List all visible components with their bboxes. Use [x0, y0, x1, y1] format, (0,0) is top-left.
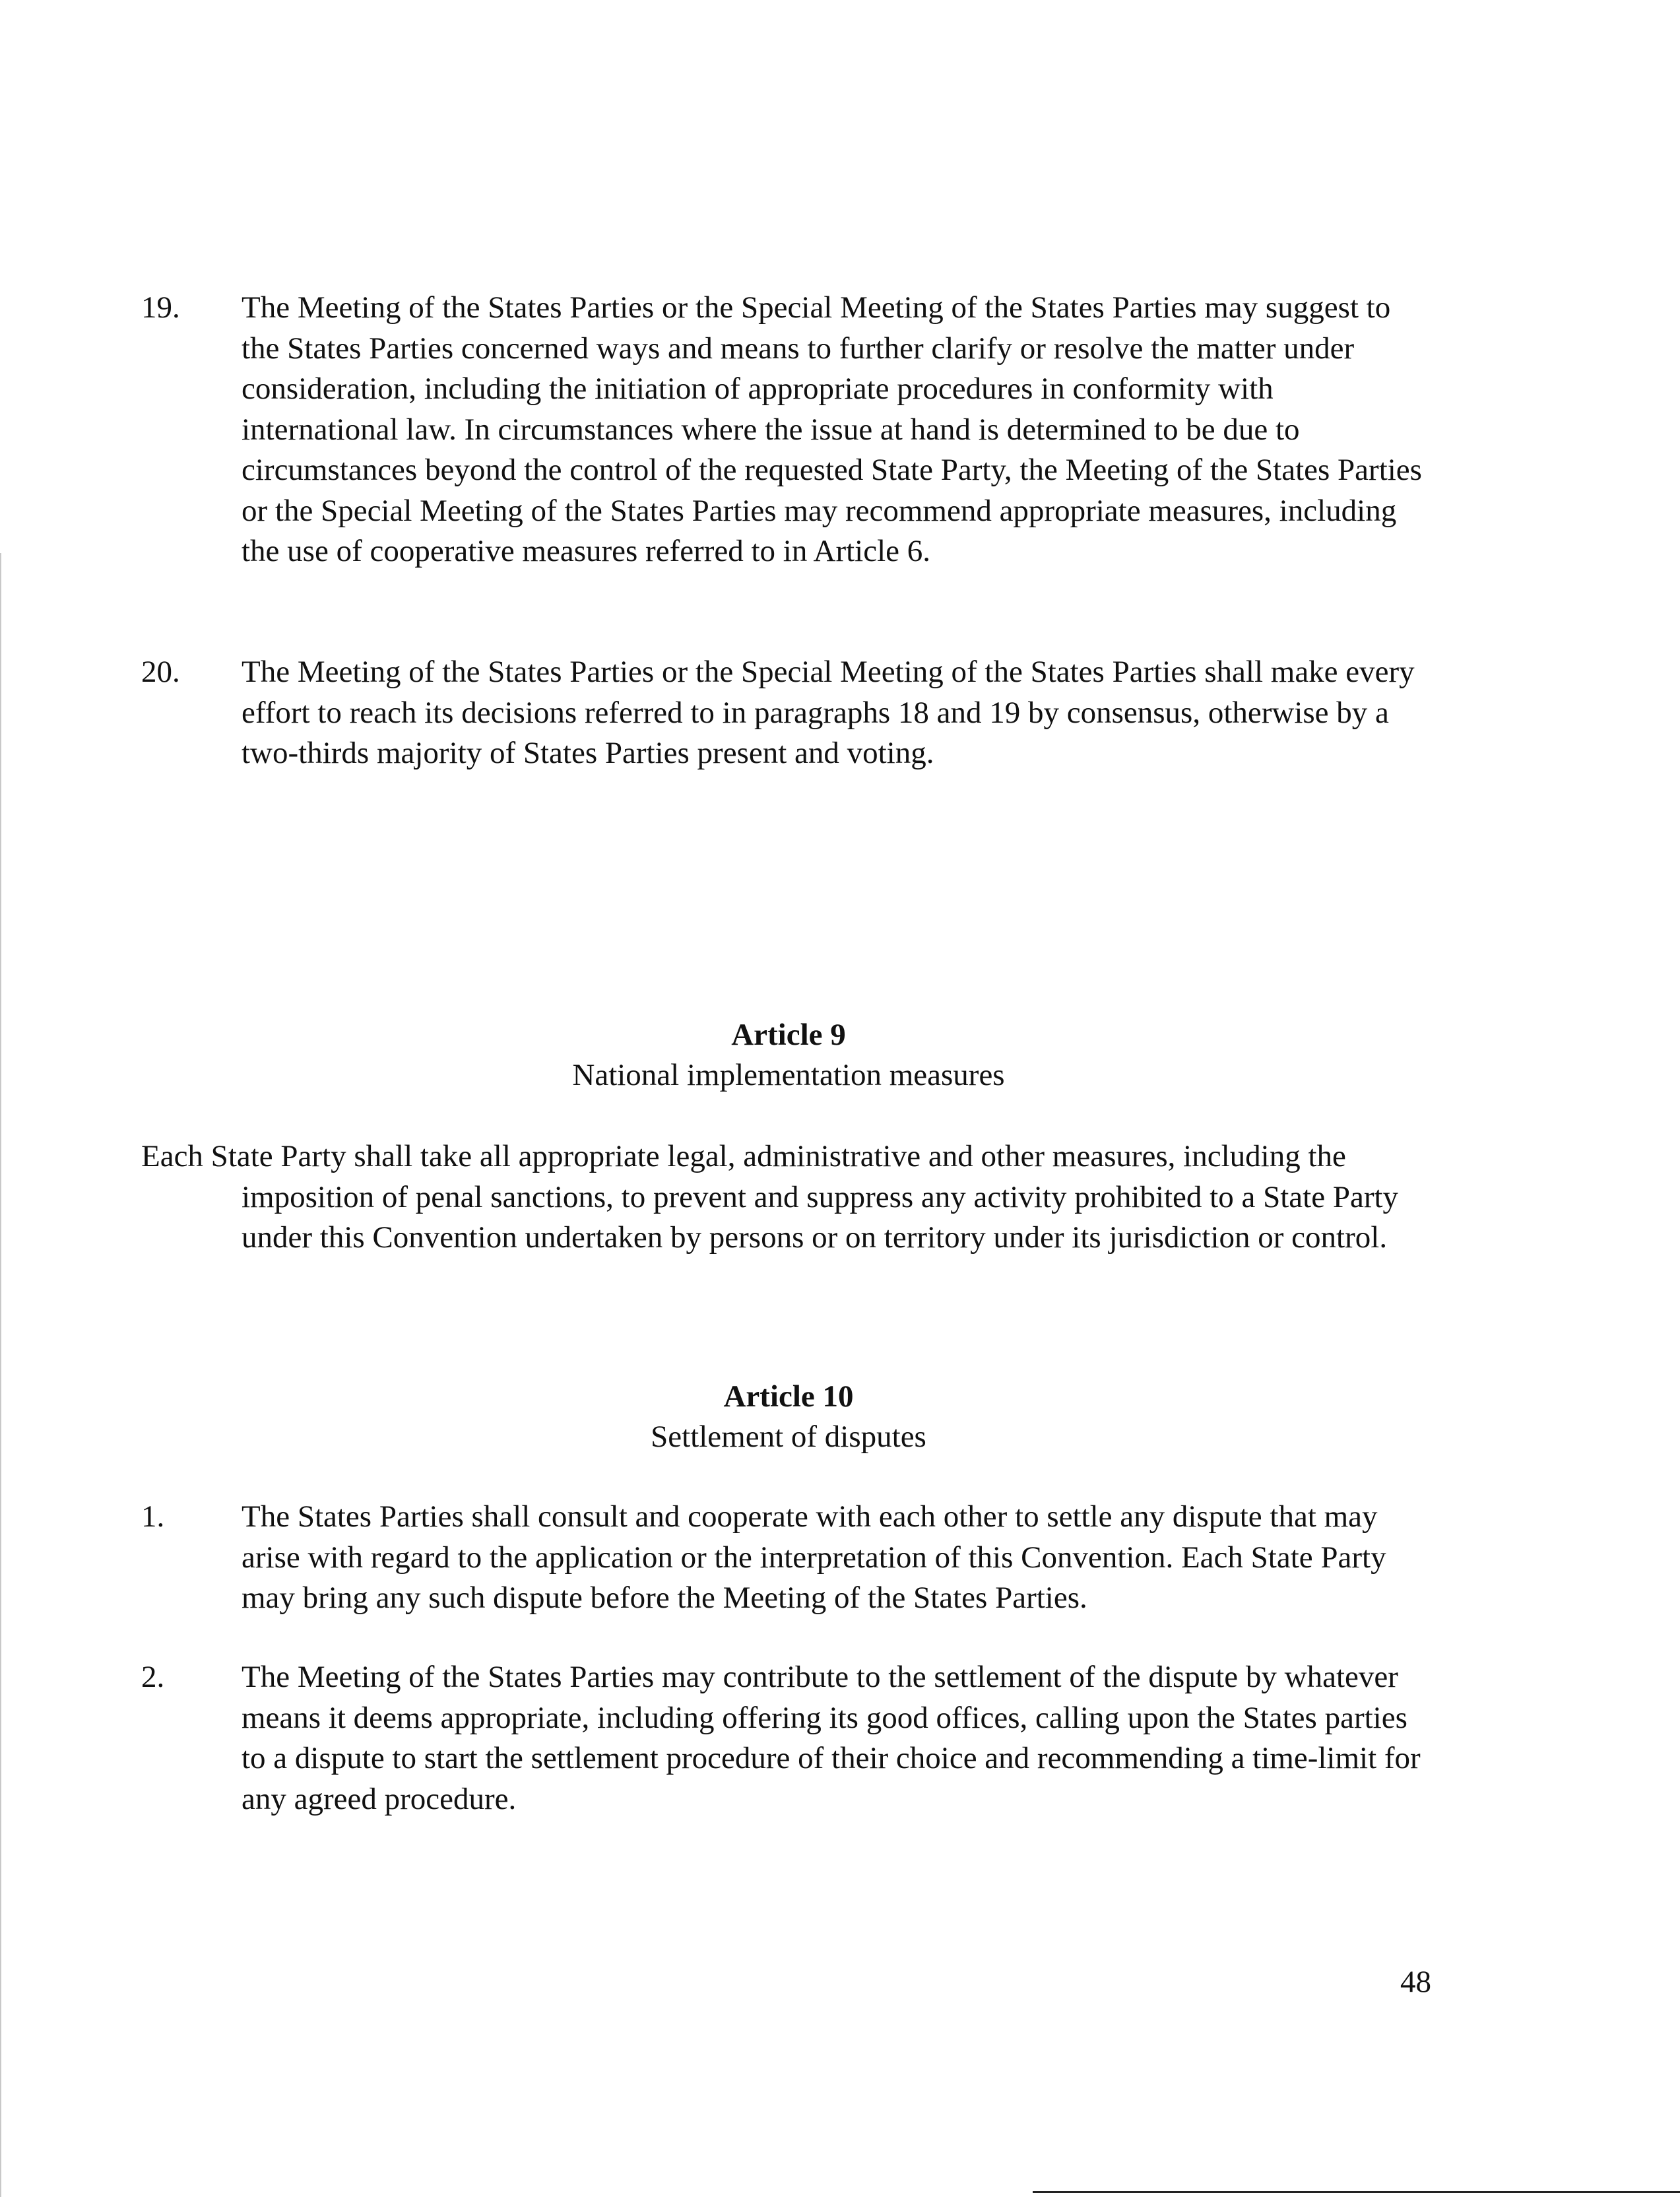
- article-9-heading: [0, 1015, 1577, 1096]
- paragraph-20: [141, 652, 1435, 774]
- paragraph-number: 1.: [141, 1499, 165, 1534]
- article-9-text: Each State Party shall take all appropriate legal, administrative and other measures, including the imposition of penal sanctions, to prevent and suppress any activity prohibited to a State Party under this Convention undertaken by persons or on territory under its jurisdiction or control.: [141, 1139, 1399, 1255]
- article-subtitle: National implementation measures: [572, 1058, 1005, 1092]
- paragraph-text: The Meeting of the States Parties or the Special Meeting of the States Parties may suggest to the States Parties concerned ways and means to further clarify or resolve the matter under consideration, including the initiation of appropriate procedures in conformity with international law. In circumstances where the issue at hand is determined to be due to circumstances beyond the control of the requested State Party, the Meeting of the States Parties or the Special Meeting of the States Parties may recommend appropriate measures, including the use of cooperative measures referred to in Article 6.: [242, 290, 1422, 568]
- scan-edge-left: [0, 553, 1, 2197]
- article-10-paragraph-2: [141, 1657, 1435, 1820]
- paragraph-text: The Meeting of the States Parties may contribute to the settlement of the dispute by whatever means it deems appropriate, including offering its good offices, calling upon the States parties to a dispute to start the settlement procedure of their choice and recommending a time-limit for any agreed procedure.: [242, 1660, 1421, 1816]
- article-title: Article 9: [731, 1018, 846, 1052]
- paragraph-19: [141, 288, 1435, 572]
- paragraph-number: 2.: [141, 1660, 165, 1694]
- paragraph-text: The States Parties shall consult and cooperate with each other to settle any dispute that may arise with regard to the application or the interpretation of this Convention. Each State Party may bring any such dispute before the Meeting of the States Parties.: [242, 1499, 1386, 1615]
- article-10-paragraph-1: [141, 1497, 1435, 1619]
- article-subtitle: Settlement of disputes: [651, 1420, 926, 1454]
- article-title: Article 10: [723, 1379, 854, 1414]
- paragraph-text: The Meeting of the States Parties or the Special Meeting of the States Parties shall make every effort to reach its decisions referred to in paragraphs 18 and 19 by consensus, otherwise by a two-thirds majority of States Parties present and voting.: [242, 655, 1415, 770]
- paragraph-number: 19.: [141, 290, 180, 325]
- scan-edge-bottom: [1033, 2191, 1680, 2193]
- article-10-heading: [0, 1377, 1577, 1457]
- page-number: 48: [1400, 1965, 1431, 1999]
- paragraph-number: 20.: [141, 655, 180, 689]
